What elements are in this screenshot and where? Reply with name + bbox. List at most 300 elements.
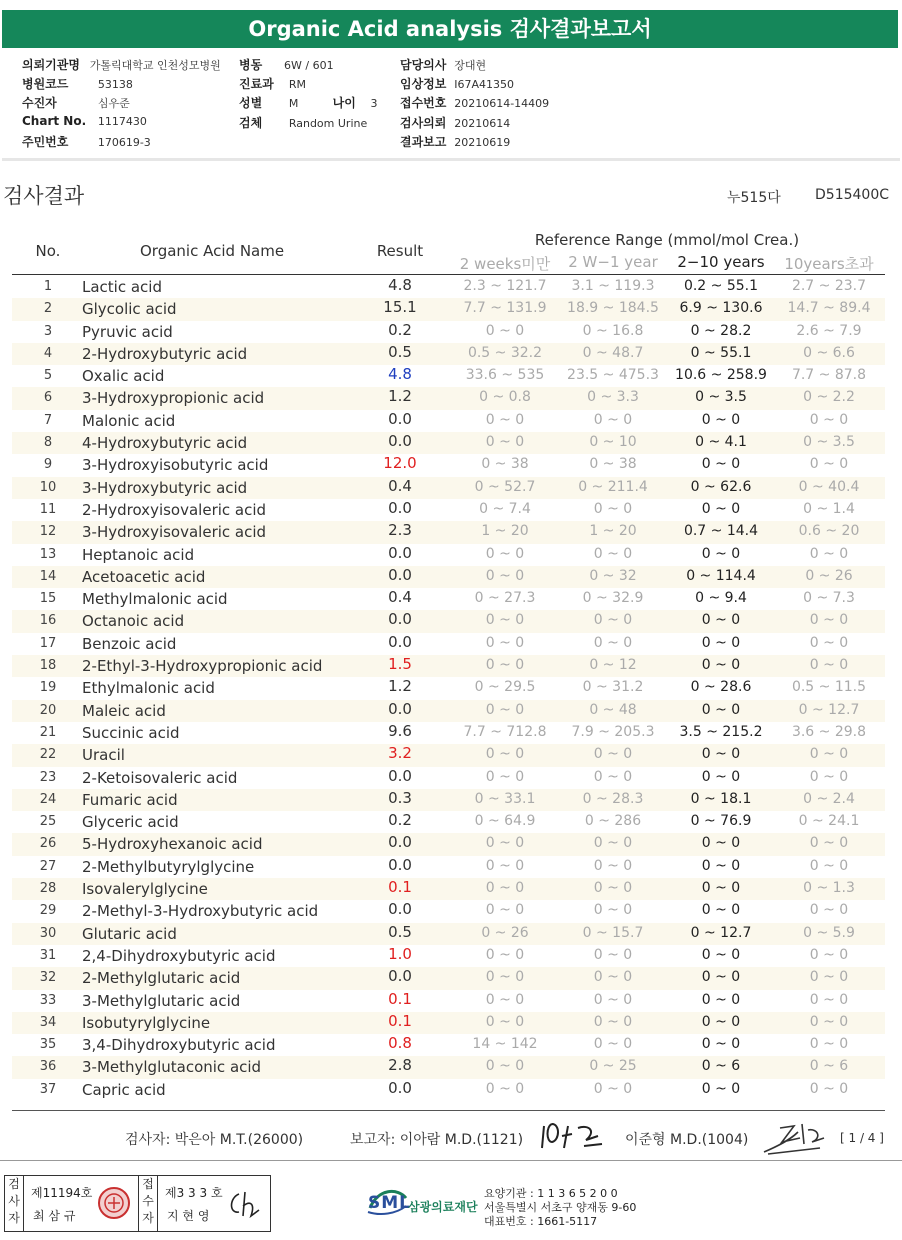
- range-2w-1y: 0 ~ 31.2: [582, 679, 644, 696]
- table-row: [12, 454, 885, 476]
- range-2-10y: 0 ~ 3.5: [695, 389, 747, 406]
- row-number: 12: [39, 524, 57, 540]
- chart-row: [22, 114, 147, 128]
- range-2-10y: 0 ~ 0: [701, 1013, 741, 1030]
- range-over-10y: 0 ~ 0: [809, 456, 849, 473]
- range-over-10y: 3.6 ~ 29.8: [791, 723, 867, 740]
- report-title: Organic Acid analysis 검사결과보고서: [2, 10, 898, 48]
- range-under-2-weeks: 7.7 ~ 712.8: [463, 723, 547, 740]
- row-number: 27: [39, 858, 57, 874]
- range-2-10y: 0 ~ 55.1: [690, 344, 752, 361]
- header-range-2w-1y: 2 W−1 year: [568, 253, 658, 271]
- row-number: 13: [39, 546, 57, 562]
- range-2w-1y: 0 ~ 286: [584, 813, 642, 830]
- reporter-handwritten-signature: [538, 1118, 610, 1158]
- table-row: [12, 990, 885, 1012]
- range-2-10y: 0 ~ 12.7: [690, 924, 752, 941]
- range-under-2-weeks: 0 ~ 0: [485, 857, 525, 874]
- receiver-row: [22, 94, 130, 111]
- range-2-10y: 0 ~ 0: [701, 657, 741, 674]
- result-value: 4.8: [388, 276, 412, 294]
- row-number: 24: [39, 791, 57, 807]
- table-row: [12, 410, 885, 432]
- acid-name: 3,4-Dihydroxybutyric acid: [82, 1036, 276, 1055]
- id-label: 주민번호: [22, 135, 69, 149]
- range-under-2-weeks: 0 ~ 7.4: [479, 500, 531, 517]
- table-row: [12, 967, 885, 989]
- row-number: 23: [39, 769, 57, 785]
- acid-name: Isobutyrylglycine: [82, 1013, 211, 1032]
- acid-name: Ethylmalonic acid: [82, 679, 215, 698]
- range-under-2-weeks: 14 ~ 142: [472, 1036, 538, 1053]
- chart-value: 1117430: [97, 115, 147, 128]
- range-over-10y: 0 ~ 0: [809, 612, 849, 629]
- range-2w-1y: 0 ~ 0: [593, 880, 633, 897]
- tester-name: 최 삼 규: [33, 1209, 76, 1223]
- range-under-2-weeks: 0 ~ 0: [485, 991, 525, 1008]
- range-2w-1y: 0 ~ 0: [593, 969, 633, 986]
- row-number: 7: [43, 412, 53, 428]
- acid-name: Lactic acid: [82, 278, 162, 296]
- row-number: 2: [43, 301, 53, 317]
- range-over-10y: 0 ~ 1.3: [803, 880, 855, 897]
- range-over-10y: 0.5 ~ 11.5: [791, 679, 867, 696]
- range-2-10y: 0 ~ 0: [701, 456, 741, 473]
- result-value: 0.8: [388, 1034, 412, 1053]
- table-row: [12, 1012, 885, 1034]
- range-under-2-weeks: 0 ~ 0: [485, 701, 525, 718]
- result-value: 0.0: [388, 565, 412, 584]
- range-2w-1y: 0 ~ 32.9: [582, 590, 644, 607]
- result-value: 1.2: [388, 387, 412, 406]
- address: 서울특별시 서초구 양재동 9-60: [484, 1201, 637, 1214]
- range-under-2-weeks: 0 ~ 0: [485, 567, 525, 584]
- range-2w-1y: 23.5 ~ 475.3: [567, 367, 659, 384]
- result-value: 0.0: [388, 432, 412, 451]
- range-2w-1y: 0 ~ 0: [593, 991, 633, 1008]
- hospital-label: 의뢰기관명: [22, 58, 80, 72]
- range-2-10y: 0 ~ 0: [701, 969, 741, 986]
- range-2-10y: 3.5 ~ 215.2: [679, 723, 763, 740]
- receiver-license: 제3 3 3 호: [165, 1186, 223, 1200]
- row-number: 5: [43, 368, 53, 384]
- table-row: [12, 432, 885, 454]
- hospital-value: 가톨릭대학교 인천성모병원: [89, 59, 221, 72]
- specimen-row: [239, 114, 367, 131]
- range-2-10y: 0 ~ 0: [701, 701, 741, 718]
- range-under-2-weeks: 0 ~ 0: [485, 434, 525, 451]
- range-under-2-weeks: 0 ~ 0: [485, 1080, 525, 1097]
- result-value: 0.0: [388, 833, 412, 852]
- result-value: 15.1: [383, 298, 417, 317]
- range-2w-1y: 0 ~ 211.4: [578, 478, 648, 495]
- row-number: 1: [43, 279, 53, 294]
- range-2-10y: 0 ~ 0: [701, 545, 741, 562]
- range-over-10y: 0 ~ 40.4: [798, 478, 860, 495]
- table-row: [12, 722, 885, 744]
- range-2-10y: 0 ~ 0: [701, 835, 741, 852]
- specimen-label: 검체: [239, 116, 263, 130]
- section-divider: [2, 158, 900, 161]
- reporter2-signature: 이준형 M.D.(1004): [625, 1132, 749, 1148]
- range-over-10y: 0 ~ 24.1: [798, 813, 860, 830]
- table-row: [12, 610, 885, 632]
- range-2-10y: 0 ~ 0: [701, 411, 741, 428]
- table-row: [12, 321, 885, 343]
- acid-name: 2-Methyl-3-Hydroxybutyric acid: [82, 902, 319, 921]
- result-value: 0.0: [388, 409, 412, 428]
- result-value: 0.0: [388, 900, 412, 919]
- header-result: Result: [376, 242, 424, 260]
- range-under-2-weeks: 0 ~ 0: [485, 612, 525, 629]
- range-over-10y: 0 ~ 2.4: [803, 790, 855, 807]
- table-row: [12, 900, 885, 922]
- page-indicator: [ 1 / 4 ]: [840, 1131, 884, 1145]
- row-number: 37: [39, 1081, 57, 1097]
- range-over-10y: 2.7 ~ 23.7: [791, 278, 867, 294]
- acid-name: Glycolic acid: [82, 300, 177, 319]
- range-over-10y: 0 ~ 0: [809, 835, 849, 852]
- range-2-10y: 0 ~ 28.2: [690, 322, 752, 339]
- row-number: 22: [39, 747, 57, 763]
- acid-name: Oxalic acid: [82, 367, 165, 386]
- range-over-10y: 0.6 ~ 20: [798, 523, 860, 540]
- range-2w-1y: 0 ~ 0: [593, 746, 633, 763]
- table-row: [12, 633, 885, 655]
- range-over-10y: 14.7 ~ 89.4: [787, 300, 871, 317]
- acid-name: 2-Ethyl-3-Hydroxypropionic acid: [82, 657, 323, 676]
- result-value: 0.1: [388, 1011, 412, 1030]
- range-2w-1y: 0 ~ 15.7: [582, 924, 644, 941]
- range-2-10y: 0.7 ~ 14.4: [683, 523, 759, 540]
- result-value: 0.0: [388, 855, 412, 874]
- range-under-2-weeks: 0 ~ 64.9: [474, 813, 536, 830]
- tester-stamp-label: 검사자: [5, 1176, 24, 1231]
- result-value: 12.0: [383, 454, 417, 473]
- range-2-10y: 0 ~ 62.6: [690, 478, 752, 495]
- ward-value: 6W / 601: [284, 59, 334, 72]
- acid-name: 2-Methylbutyrylglycine: [82, 857, 255, 876]
- table-row: [12, 767, 885, 789]
- header-name: Organic Acid Name: [140, 242, 285, 260]
- range-under-2-weeks: 0 ~ 0: [485, 1058, 525, 1075]
- row-number: 21: [39, 724, 57, 740]
- acid-name: Capric acid: [82, 1080, 166, 1099]
- range-2w-1y: 0 ~ 0: [593, 946, 633, 963]
- row-number: 33: [39, 992, 57, 1008]
- range-2w-1y: 0 ~ 0: [593, 1080, 633, 1097]
- request-value: 20210614: [454, 117, 511, 130]
- result-value: 1.5: [388, 655, 412, 674]
- table-row: [12, 298, 885, 320]
- row-number: 15: [39, 591, 57, 607]
- range-under-2-weeks: 1 ~ 20: [481, 523, 529, 540]
- range-2w-1y: 0 ~ 32: [589, 567, 637, 584]
- result-value: 0.0: [388, 498, 412, 517]
- table-row: [12, 566, 885, 588]
- range-under-2-weeks: 33.6 ~ 535: [465, 367, 545, 384]
- stamp-box: [4, 1175, 271, 1232]
- range-2w-1y: 0 ~ 0: [593, 634, 633, 651]
- acid-name: Maleic acid: [82, 701, 166, 720]
- ward-row: [239, 56, 334, 73]
- range-2w-1y: 1 ~ 20: [589, 523, 637, 540]
- footer-divider: [0, 1160, 902, 1161]
- row-number: 31: [39, 947, 57, 963]
- result-value: 2.3: [388, 521, 412, 540]
- table-row: [12, 1056, 885, 1078]
- row-number: 3: [43, 323, 53, 339]
- range-over-10y: 0 ~ 5.9: [803, 924, 855, 941]
- header-range-over-10y: 10years초과: [784, 255, 874, 273]
- range-over-10y: 0 ~ 0: [809, 1080, 849, 1097]
- seal-icon: [97, 1186, 131, 1220]
- code-a: 누515다: [727, 190, 781, 206]
- section-title: 검사결과: [3, 184, 85, 208]
- table-row: [12, 387, 885, 409]
- range-2-10y: 0 ~ 76.9: [690, 813, 752, 830]
- range-over-10y: 0 ~ 0: [809, 746, 849, 763]
- sex-value: M: [288, 97, 299, 110]
- row-number: 28: [39, 881, 57, 897]
- row-number: 18: [39, 658, 57, 674]
- range-under-2-weeks: 0 ~ 0: [485, 880, 525, 897]
- range-2w-1y: 0 ~ 16.8: [582, 322, 644, 339]
- acid-name: 3-Hydroxyisovaleric acid: [82, 523, 267, 542]
- range-2-10y: 0.2 ~ 55.1: [683, 278, 759, 294]
- row-number: 30: [39, 925, 57, 941]
- id-row: [22, 133, 151, 150]
- header-range-under-2-weeks: 2 weeks미만: [459, 255, 551, 273]
- range-under-2-weeks: 0.5 ~ 32.2: [467, 344, 543, 361]
- range-over-10y: 0 ~ 0: [809, 657, 849, 674]
- result-value: 0.0: [388, 699, 412, 718]
- row-number: 17: [39, 635, 57, 651]
- range-under-2-weeks: 0 ~ 0: [485, 322, 525, 339]
- table-row: [12, 744, 885, 766]
- range-under-2-weeks: 0 ~ 29.5: [474, 679, 536, 696]
- range-over-10y: 0 ~ 6.6: [803, 344, 855, 361]
- range-2w-1y: 0 ~ 0: [593, 612, 633, 629]
- row-number: 14: [39, 568, 57, 584]
- result-value: 0.2: [388, 320, 412, 339]
- chart-label: Chart No.: [22, 114, 87, 128]
- table-row: [12, 588, 885, 610]
- result-value: 0.1: [388, 878, 412, 897]
- clinical-value: I67A41350: [454, 78, 514, 91]
- doctor-label: 담당의사: [400, 58, 447, 72]
- range-under-2-weeks: 0 ~ 27.3: [474, 590, 536, 607]
- row-number: 10: [39, 479, 57, 495]
- range-under-2-weeks: 2.3 ~ 121.7: [463, 278, 547, 294]
- acid-name: 2-Hydroxybutyric acid: [82, 344, 248, 363]
- acid-name: Acetoacetic acid: [82, 567, 206, 586]
- range-2w-1y: 0 ~ 0: [593, 902, 633, 919]
- acid-name: Succinic acid: [82, 723, 180, 742]
- row-number: 4: [43, 345, 53, 361]
- row-number: 29: [39, 903, 57, 919]
- acid-name: Glyceric acid: [82, 813, 179, 832]
- result-value: 4.8: [388, 365, 412, 384]
- result-value: 0.2: [388, 811, 412, 830]
- hospital-row: [22, 56, 221, 73]
- clinical-row: [400, 75, 514, 92]
- acid-name: 5-Hydroxyhexanoic acid: [82, 835, 263, 854]
- range-over-10y: 0 ~ 1.4: [803, 500, 855, 517]
- range-over-10y: 0 ~ 0: [809, 1013, 849, 1030]
- range-2-10y: 0 ~ 0: [701, 768, 741, 785]
- range-2w-1y: 0 ~ 48.7: [582, 344, 644, 361]
- acid-name: Glutaric acid: [82, 924, 177, 943]
- row-number: 20: [39, 702, 57, 718]
- table-row: [12, 700, 885, 722]
- acid-name: Malonic acid: [82, 411, 176, 430]
- code-value: 53138: [97, 78, 133, 91]
- clinical-label: 임상정보: [400, 77, 447, 91]
- table-row: [12, 811, 885, 833]
- acid-name: Fumaric acid: [82, 790, 178, 809]
- range-2w-1y: 0 ~ 0: [593, 545, 633, 562]
- result-value: 0.5: [388, 342, 412, 361]
- range-2-10y: 10.6 ~ 258.9: [675, 367, 767, 384]
- receiver-stamp-label: 접수자: [138, 1176, 158, 1231]
- table-row: [12, 655, 885, 677]
- range-over-10y: 0 ~ 0: [809, 946, 849, 963]
- range-under-2-weeks: 0 ~ 0: [485, 946, 525, 963]
- result-value: 0.0: [388, 766, 412, 785]
- receiver-label: 수진자: [22, 96, 57, 110]
- patient-info: [22, 54, 892, 154]
- range-under-2-weeks: 0 ~ 52.7: [474, 478, 536, 495]
- acid-name: 3-Hydroxypropionic acid: [82, 389, 265, 408]
- doctor-row: [400, 56, 486, 73]
- row-number: 9: [43, 457, 53, 473]
- range-2w-1y: 0 ~ 0: [593, 1036, 633, 1053]
- range-2-10y: 0 ~ 0: [701, 946, 741, 963]
- acid-name: Heptanoic acid: [82, 545, 195, 564]
- range-over-10y: 0 ~ 2.2: [803, 389, 855, 406]
- age-label: 나이: [332, 96, 356, 110]
- header-reference-range: Reference Range (mmol/mol Crea.): [534, 231, 800, 249]
- acid-name: 2,4-Dihydroxybutyric acid: [82, 946, 276, 965]
- result-date-value: 20210619: [454, 136, 511, 149]
- range-under-2-weeks: 0 ~ 0: [485, 1013, 525, 1030]
- table-bottom-divider: [12, 1110, 885, 1111]
- range-2w-1y: 0 ~ 0: [593, 835, 633, 852]
- range-over-10y: 0 ~ 0: [809, 1036, 849, 1053]
- range-under-2-weeks: 0 ~ 0: [485, 746, 525, 763]
- range-2w-1y: 0 ~ 3.3: [587, 389, 639, 406]
- result-date-row: [400, 133, 510, 150]
- range-over-10y: 0 ~ 6: [809, 1058, 849, 1075]
- range-over-10y: 0 ~ 0: [809, 411, 849, 428]
- range-2-10y: 0 ~ 0: [701, 880, 741, 897]
- row-number: 8: [43, 435, 53, 451]
- range-2-10y: 0 ~ 6: [701, 1058, 741, 1075]
- range-2w-1y: 0 ~ 25: [589, 1058, 637, 1075]
- sex-row: [239, 94, 377, 111]
- acid-name: Pyruvic acid: [82, 322, 173, 341]
- range-under-2-weeks: 0 ~ 0: [485, 657, 525, 674]
- range-2w-1y: 7.9 ~ 205.3: [571, 723, 655, 740]
- result-value: 0.3: [388, 788, 412, 807]
- range-under-2-weeks: 0 ~ 0.8: [479, 389, 531, 406]
- sex-label: 성별: [239, 96, 263, 110]
- result-date-label: 결과보고: [400, 135, 447, 149]
- reporter2-handwritten-signature: [760, 1118, 830, 1156]
- range-2-10y: 0 ~ 28.6: [690, 679, 752, 696]
- header-no: No.: [35, 242, 61, 260]
- range-2w-1y: 0 ~ 0: [593, 768, 633, 785]
- range-2-10y: 0 ~ 114.4: [686, 567, 756, 584]
- table-row: [12, 945, 885, 967]
- table-row: [12, 878, 885, 900]
- result-value: 0.0: [388, 610, 412, 629]
- range-2w-1y: 0 ~ 0: [593, 500, 633, 517]
- acid-name: Benzoic acid: [82, 634, 177, 653]
- table-row: [12, 343, 885, 365]
- tester-license: 제11194호: [31, 1186, 93, 1200]
- acid-name: 3-Hydroxybutyric acid: [82, 478, 248, 497]
- range-under-2-weeks: 0 ~ 0: [485, 835, 525, 852]
- code-label: 병원코드: [22, 77, 69, 91]
- range-under-2-weeks: 0 ~ 26: [481, 924, 529, 941]
- range-over-10y: 2.6 ~ 7.9: [796, 322, 862, 339]
- table-row: [12, 276, 885, 298]
- acid-name: 4-Hydroxybutyric acid: [82, 434, 248, 453]
- code-row: [22, 75, 133, 92]
- range-2-10y: 0 ~ 18.1: [690, 790, 752, 807]
- acid-name: 3-Methylglutaric acid: [82, 991, 241, 1010]
- range-2w-1y: 0 ~ 48: [589, 701, 637, 718]
- result-value: 0.1: [388, 989, 412, 1008]
- range-2-10y: 6.9 ~ 130.6: [679, 300, 763, 317]
- results-table: [12, 276, 885, 1101]
- range-2-10y: 0 ~ 0: [701, 1080, 741, 1097]
- id-value: 170619-3: [97, 136, 151, 149]
- age-value: 3: [370, 97, 378, 110]
- result-value: 0.0: [388, 543, 412, 562]
- range-2-10y: 0 ~ 0: [701, 991, 741, 1008]
- result-value: 9.6: [388, 721, 412, 740]
- range-under-2-weeks: 0 ~ 38: [481, 456, 529, 473]
- table-row: [12, 1034, 885, 1056]
- accession-value: 20210614-14409: [454, 97, 550, 110]
- header-range-2-10y: 2−10 years: [677, 253, 765, 271]
- receiver-value: 심우준: [97, 97, 130, 110]
- reporter-signature: 보고자: 이아람 M.D.(1121): [350, 1132, 524, 1148]
- acid-name: 3-Hydroxyisobutyric acid: [82, 456, 269, 475]
- range-over-10y: 0 ~ 0: [809, 902, 849, 919]
- range-over-10y: 7.7 ~ 87.8: [791, 367, 867, 384]
- result-value: 3.2: [388, 744, 412, 763]
- table-row: [12, 499, 885, 521]
- result-value: 0.4: [388, 588, 412, 607]
- range-over-10y: 0 ~ 3.5: [803, 434, 855, 451]
- acid-name: 2-Hydroxyisovaleric acid: [82, 500, 267, 519]
- range-2w-1y: 0 ~ 0: [593, 411, 633, 428]
- result-value: 0.0: [388, 967, 412, 986]
- range-over-10y: 0 ~ 0: [809, 857, 849, 874]
- range-2w-1y: 0 ~ 28.3: [582, 790, 644, 807]
- table-row: [12, 1079, 885, 1101]
- range-2w-1y: 18.9 ~ 184.5: [567, 300, 659, 317]
- table-row: [12, 856, 885, 878]
- acid-name: Isovalerylglycine: [82, 880, 208, 899]
- acid-name: 2-Methylglutaric acid: [82, 969, 241, 988]
- receiver-handwritten-signature: [225, 1190, 265, 1220]
- result-value: 0.0: [388, 1078, 412, 1097]
